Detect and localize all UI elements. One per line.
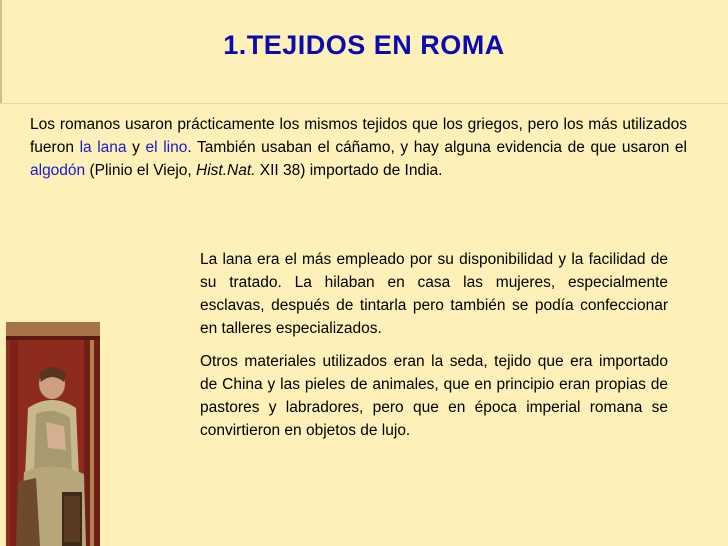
paragraph-otros-materiales: Otros materiales utilizados eran la seda, tejido que era importado de China y las pieles de animales, que en principio eran propias de pastores y labradores, pero que en época imperial romana se convirtieron en objetos de lujo. xyxy=(200,353,668,439)
highlight-lino: el lino xyxy=(145,139,188,156)
intro-paragraph xyxy=(30,113,687,182)
roman-fresco-image xyxy=(6,322,100,546)
intro-text-3: . También usaban el cáñamo, y hay alguna evidencia de que usaron el xyxy=(187,139,687,156)
reference-hist-nat: Hist.Nat. xyxy=(196,162,256,179)
fresco-illustration xyxy=(6,322,100,546)
title-band xyxy=(0,0,728,104)
intro-text-2: y xyxy=(126,139,146,156)
highlight-lana: la lana xyxy=(79,139,127,156)
page-title: 1.TEJIDOS EN ROMA xyxy=(223,30,505,60)
body-text xyxy=(200,248,668,452)
paragraph-lana: La lana era el más empleado por su disponibilidad y la facilidad de su tratado. La hilaban en casa las mujeres, especialmente esclavas, después de tintarla pero también se podía confeccionar en talleres especializados. xyxy=(200,251,668,337)
intro-text-1: Los romanos usaron prácticamente los mismos tejidos que los griegos, pero los más utilizados fueron xyxy=(30,116,687,156)
intro-text-5: XII 38) importado de India. xyxy=(255,162,443,179)
intro-text-4: (Plinio el Viejo, xyxy=(85,162,197,179)
highlight-algodon: algodón xyxy=(30,162,86,179)
